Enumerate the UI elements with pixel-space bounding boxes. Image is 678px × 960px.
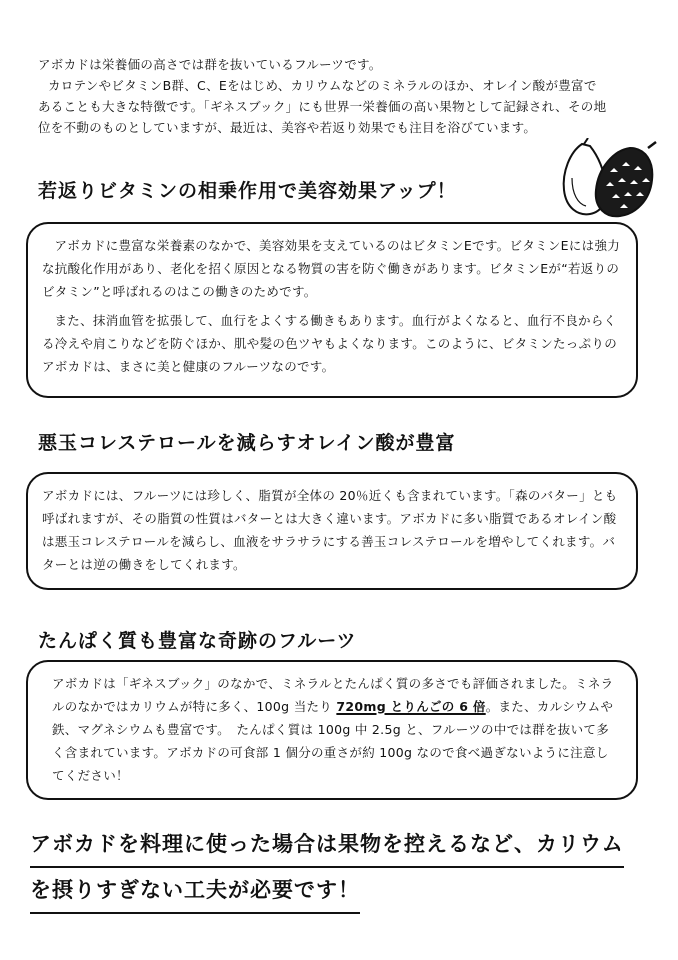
section-1-heading: 若返りビタミンの相乗作用で美容効果アップ！ [38,180,457,202]
section-3-text-before: アボカドは「ギネスブック」のなかで、ミネラルとたんぱく質の多さでも評価されました。ミネラルのなかではカリウムが特に多く、100g 当たり [52,676,614,714]
section-3-box [26,660,638,800]
section-3-paragraph-1 [52,672,618,787]
section-2-paragraph-1: アボカドには、フルーツには珍しく、脂質が全体の 20％近くも含まれています。「森のバター」とも呼ばれますが、その脂質の性質はバターとは大きく違います。アボカドに多い脂質であるオレイン酸は悪玉コレステロールを減らし、血液をサラサラにする善玉コレステロールを増やしてくれます。バターとは逆の働きをしてくれます。 [42,488,618,572]
section-1-paragraph-1: アボカドに豊富な栄養素のなかで、美容効果を支えているのはビタミンEです。ビタミンEには強力な抗酸化作用があり、老化を招く原因となる物質の害を防ぐ働きがあります。ビタミンEが“若返りのビタミン”と呼ばれるのはこの働きのためです。 [42,238,621,299]
section-2-box [26,472,638,590]
intro-paragraph-2-line-1: カロテンやビタミンB群、C、Eをはじめ、カリウムなどのミネラルのほか、オレイン酸が豊富で [48,78,597,93]
intro-paragraph-1: アボカドは栄養価の高さでは群を抜いているフルーツです。 [38,57,382,72]
intro-paragraph-2-line-2: あることも大きな特徴です。「ギネスブック」にも世界一栄養価の高い果物として記録され、その地 [38,99,607,114]
section-3-heading: たんぱく質も豊富な奇跡のフルーツ [38,630,357,652]
potassium-highlight: 720mg とりんごの 6 倍 [336,699,486,714]
closing-line-2: を摂りすぎない工夫が必要です！ [30,868,360,914]
avocado-illustration-icon [560,138,660,220]
section-2-heading: 悪玉コレステロールを減らすオレイン酸が豊富 [38,432,456,454]
intro [38,54,652,138]
closing-note [30,822,660,914]
section-3-text-after: 。また、カルシウムや鉄、マグネシウムも豊富です。 たんぱく質は 100g 中 2.5g と、フルーツの中では群を抜いて多く含まれています。アボカドの可食部 1 個分の重さが約 100g なので食べ過ぎないように注意してください！ [52,699,614,783]
section-1-box [26,222,638,398]
section-1-paragraph-2: また、抹消血管を拡張して、血行をよくする働きもあります。血行がよくなると、血行不良からくる冷えや肩こりなどを防ぐほか、肌や髪の色ツヤもよくなります。このように、ビタミンたっぷりのアボカドは、まさに美と健康のフルーツなのです。 [42,313,618,374]
intro-paragraph-2-line-3: 位を不動のものとしていますが、最近は、美容や若返り効果でも注目を浴びています。 [38,120,537,135]
closing-line-1: アボカドを料理に使った場合は果物を控えるなど、カリウム [30,822,624,868]
